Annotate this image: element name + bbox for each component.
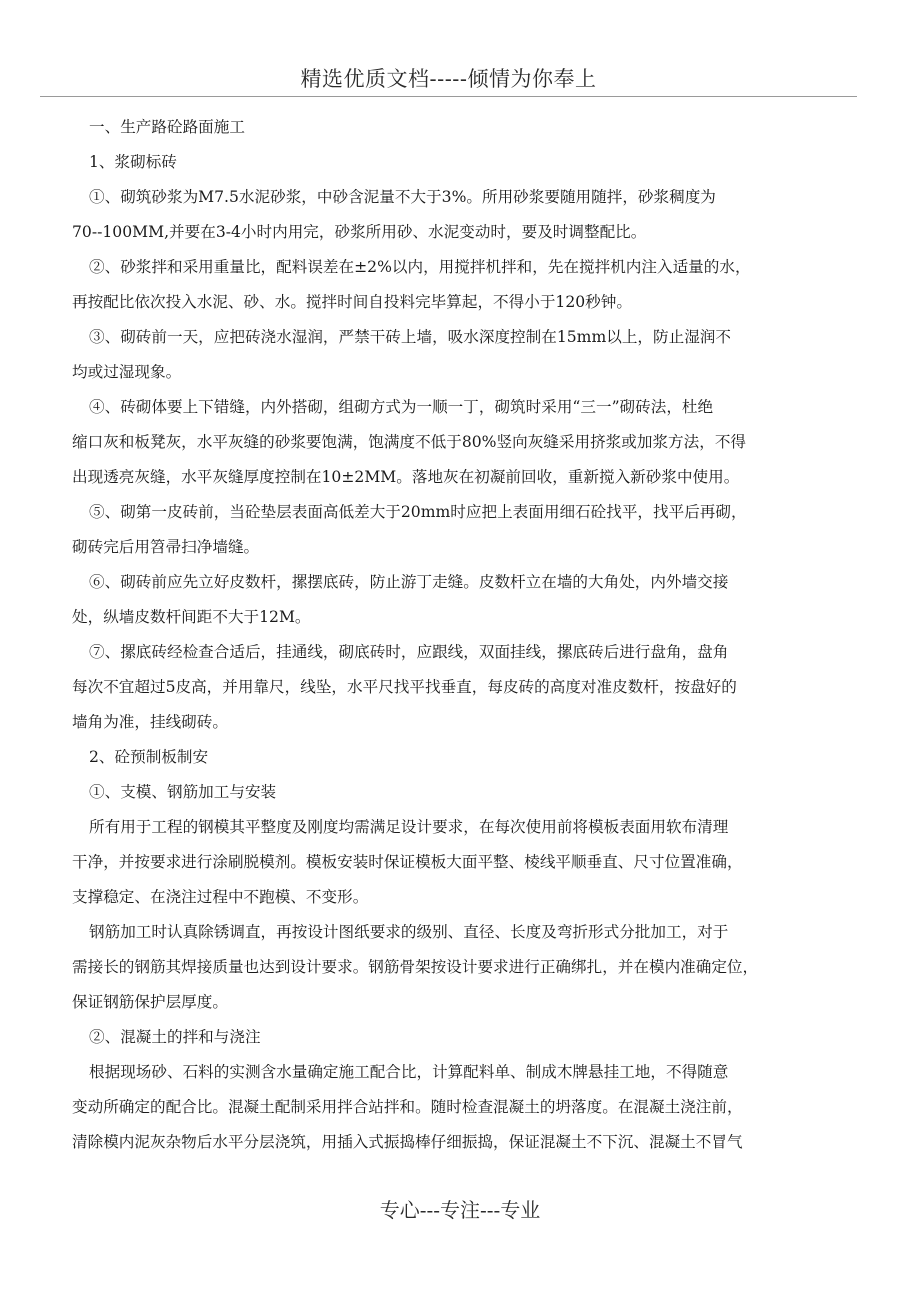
- page-header: 精选优质文档-----倾情为你奉上: [40, 62, 857, 97]
- document-body: [72, 110, 858, 1160]
- paragraph-line: 出现透亮灰缝，水平灰缝厚度控制在10±2MM。落地灰在初凝前回收，重新搅入新砂浆中使用。: [72, 468, 740, 486]
- sub-subsection-heading: ①、支模、钢筋加工与安装: [89, 783, 277, 801]
- paragraph-line: 需接长的钢筋其焊接质量也达到设计要求。钢筋骨架按设计要求进行正确绑扎，并在模内准确定位，: [72, 958, 759, 976]
- paragraph-line: ⑥、砌砖前应先立好皮数杆，摞摆底砖，防止游丁走缝。皮数杆立在墙的大角处，内外墙交接: [89, 573, 729, 591]
- paragraph-line: 每次不宜超过5皮高，并用靠尺，线坠，水平尺找平找垂直，每皮砖的高度对准皮数杆，按盘好的: [72, 678, 737, 696]
- page-footer: 专心---专注---专业: [379, 1198, 541, 1222]
- paragraph-line: 所有用于工程的钢模其平整度及刚度均需满足设计要求，在每次使用前将模板表面用软布清理: [89, 818, 729, 836]
- subsection-heading: 2、砼预制板制安: [89, 748, 209, 766]
- paragraph-line: 缩口灰和板凳灰，水平灰缝的砂浆要饱满，饱满度不低于80%竖向灰缝采用挤浆或加浆方法，不得: [72, 433, 747, 451]
- paragraph-line: 砌砖完后用笤帚扫净墙缝。: [72, 538, 260, 556]
- paragraph-line: ⑤、砌第一皮砖前，当砼垫层表面高低差大于20mm时应把上表面用细石砼找平，找平后再砌，: [89, 503, 747, 521]
- paragraph-line: 均或过湿现象。: [72, 363, 182, 381]
- paragraph-line: ⑦、摞底砖经检查合适后，挂通线，砌底砖时，应跟线，双面挂线，摞底砖后进行盘角，盘角: [89, 643, 729, 661]
- paragraph-line: 支撑稳定、在浇注过程中不跑模、不变形。: [72, 888, 369, 906]
- paragraph-line: 再按配比依次投入水泥、砂、水。搅拌时间自投料完毕算起，不得小于120秒钟。: [72, 293, 632, 311]
- paragraph-line: 70--100MM,并要在3-4小时内用完，砂浆所用砂、水泥变动时，要及时调整配比。: [72, 223, 647, 241]
- paragraph-line: ②、砂浆拌和采用重量比，配料误差在±2%以内，用搅拌机拌和，先在搅拌机内注入适量的水，: [89, 258, 751, 276]
- paragraph-line: ④、砖砌体要上下错缝，内外搭砌，组砌方式为一顺一丁，砌筑时采用“三一”砌砖法，杜绝: [89, 398, 714, 416]
- paragraph-line: 清除模内泥灰杂物后水平分层浇筑，用插入式振捣棒仔细振捣，保证混凝土不下沉、混凝土不冒气: [72, 1133, 743, 1151]
- paragraph-line: ③、砌砖前一天，应把砖浇水湿润，严禁干砖上墙，吸水深度控制在15mm以上，防止湿润不: [89, 328, 731, 346]
- paragraph-line: 干净，并按要求进行涂刷脱模剂。模板安装时保证模板大面平整、棱线平顺垂直、尺寸位置准确，: [72, 853, 743, 871]
- paragraph-line: 根据现场砂、石料的实测含水量确定施工配合比，计算配料单、制成木牌悬挂工地，不得随意: [89, 1063, 729, 1081]
- section-heading: 一、生产路砼路面施工: [89, 118, 245, 136]
- paragraph-line: 变动所确定的配合比。混凝土配制采用拌合站拌和。随时检查混凝土的坍落度。在混凝土浇注前，: [72, 1098, 743, 1116]
- paragraph-line: 墙角为准，挂线砌砖。: [72, 713, 228, 731]
- subsection-heading: 1、浆砌标砖: [89, 153, 177, 171]
- paragraph-line: 钢筋加工时认真除锈调直，再按设计图纸要求的级别、直径、长度及弯折形式分批加工，对于: [89, 923, 729, 941]
- paragraph-line: 处，纵墙皮数杆间距不大于12M。: [72, 608, 311, 626]
- sub-subsection-heading: ②、混凝土的拌和与浇注: [89, 1028, 261, 1046]
- paragraph-line: 保证钢筋保护层厚度。: [72, 993, 228, 1011]
- paragraph-line: ①、砌筑砂浆为M7.5水泥砂浆，中砂含泥量不大于3%。所用砂浆要随用随拌，砂浆稠度为: [89, 188, 716, 206]
